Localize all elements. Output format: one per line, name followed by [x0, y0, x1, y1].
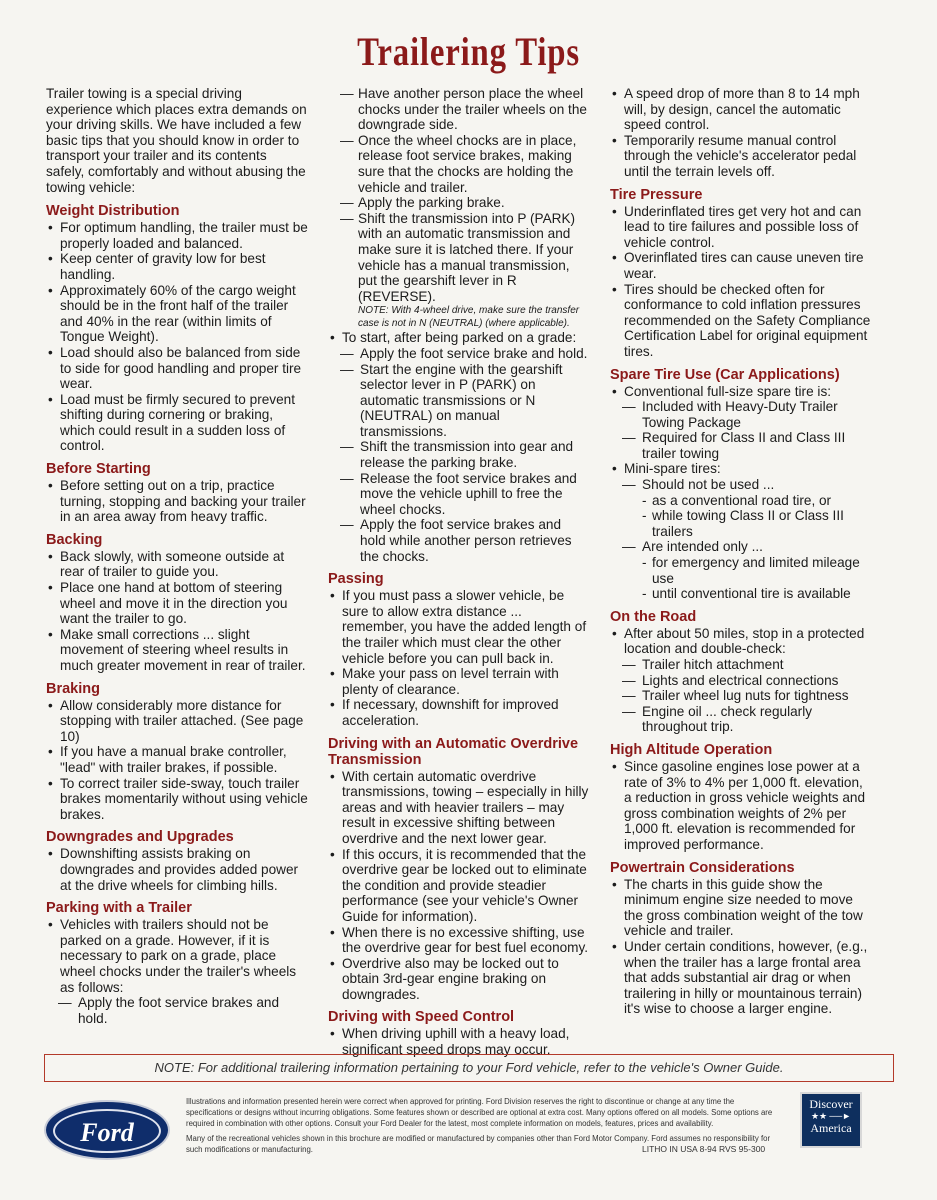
parking-steps-list [328, 86, 590, 304]
list-item: • Place one hand at bottom of steering wheel and move it in the direction you want the trailer to go. [46, 580, 308, 627]
list-item: • If necessary, downshift for improved acceleration. [328, 697, 590, 728]
dash-item: — Lights and electrical connections [610, 673, 872, 689]
heading-passing: Passing [328, 571, 384, 588]
dash-item: — Engine oil ... check regularly throughout trip. [610, 704, 872, 735]
heading-downgrades: Downgrades and Upgrades [46, 829, 234, 846]
heading-powertrain: Powertrain Considerations [610, 859, 795, 876]
list-item: • Load should also be balanced from side to side for good handling and proper tire wear. [46, 345, 308, 392]
list-item: • When driving uphill with a heavy load, significant speed drops may occur. [328, 1026, 590, 1057]
heading-backing: Backing [46, 531, 103, 548]
america-text: America [810, 1121, 852, 1135]
list-item: • Vehicles with trailers should not be parked on a grade. However, if it is necessary to park on a grade, place wheel chocks under the trailer's wheels as follows: [46, 917, 308, 995]
heading-parking: Parking with a Trailer [46, 900, 192, 917]
dash-item: — Apply the foot service brakes and hold. [46, 995, 308, 1026]
dash-item: — Shift the transmission into gear and release the parking brake. [328, 439, 590, 470]
discover-text: Discover [809, 1097, 853, 1111]
list-item: • If you have a manual brake controller, "lead" with trailer brakes, if possible. [46, 744, 308, 775]
disclaimer-2: Many of the recreational vehicles shown in this brochure are modified or manufactured by companies other than Ford Motor Company. Ford assumes no responsibility for such modifications or manufacturing. [186, 1134, 771, 1154]
list-item: • To start, after being parked on a grade: [328, 330, 590, 346]
start-list [328, 330, 590, 564]
list-item: • Load must be firmly secured to prevent shifting during cornering or braking, which could result in a sudden loss of control. [46, 392, 308, 454]
braking-list [46, 698, 308, 823]
parking-list [46, 917, 308, 1026]
stars-arrow-icon: ★★ ──► [810, 1111, 852, 1121]
list-item: • Underinflated tires get very hot and can lead to tire failures and possible loss of vehicle control. [610, 204, 872, 251]
road-list [610, 626, 872, 735]
intro-paragraph: Trailer towing is a special driving experience which places extra demands on your driving skills. We have included a few basic tips that you should know in order to transport your trailer and its contents safely, comfortably and without abusing the towing vehicle: [46, 86, 307, 195]
list-item: • Make your pass on level terrain with plenty of clearance. [328, 666, 590, 697]
speed-list [328, 1026, 590, 1057]
dash-item: — Start the engine with the gearshift selector lever in P (PARK) on automatic transmissions or N (NEUTRAL) on manual transmissions. [328, 362, 590, 440]
list-item: • Mini-spare tires: [610, 461, 872, 477]
list-item: • Conventional full-size spare tire is: [610, 384, 872, 400]
dash-item: — Required for Class II and Class III trailer towing [610, 430, 872, 461]
dash-item: — Trailer hitch attachment [610, 657, 872, 673]
owner-guide-note: NOTE: For additional trailering information pertaining to your Ford vehicle, refer to the vehicle's Owner Guide. [44, 1054, 894, 1082]
list-item: • With certain automatic overdrive transmissions, towing – especially in hilly areas and with heavier trailers – may result in excessive shifting between overdrive and the next lower gear. [328, 769, 590, 847]
discover-america-logo [800, 1092, 862, 1148]
list-item: • Downshifting assists braking on downgrades and provides added power at the drive wheels for climbing hills. [46, 846, 308, 893]
list-item: • If this occurs, it is recommended that the overdrive gear be locked out to eliminate the condition and provide steadier performance (see your vehicle's Owner Guide for information). [328, 847, 590, 925]
heading-speed-control: Driving with Speed Control [328, 1009, 515, 1026]
list-item: • A speed drop of more than 8 to 14 mph will, by design, cancel the automatic speed control. [610, 86, 872, 133]
dash-item: — Apply the parking brake. [328, 195, 590, 211]
ford-logo-text: Ford [53, 1109, 161, 1153]
dash-item: — Are intended only ... [610, 539, 872, 555]
list-item: • Overinflated tires can cause uneven tire wear. [610, 250, 872, 281]
altitude-list [610, 759, 872, 853]
hyphen-item: - for emergency and limited mileage use [610, 555, 872, 586]
weight-list [46, 220, 308, 454]
hyphen-item: - until conventional tire is available [610, 586, 872, 602]
dash-item: — Once the wheel chocks are in place, release foot service brakes, making sure that the chocks are holding the vehicle and trailer. [328, 133, 590, 195]
hyphen-item: - as a conventional road tire, or [610, 493, 872, 509]
heading-on-the-road: On the Road [610, 608, 697, 625]
dash-item: — Have another person place the wheel chocks under the trailer wheels on the downgrade side. [328, 86, 590, 133]
dash-item: — Apply the foot service brakes and hold while another person retrieves the chocks. [328, 517, 590, 564]
dash-item: — Included with Heavy-Duty Trailer Towing Package [610, 399, 872, 430]
dash-item: — Should not be used ... [610, 477, 872, 493]
list-item: • Temporarily resume manual control through the vehicle's accelerator pedal until the terrain levels off. [610, 133, 872, 180]
dash-item: — Trailer wheel lug nuts for tightness [610, 688, 872, 704]
tire-list [610, 204, 872, 360]
list-item: • When there is no excessive shifting, use the overdrive gear for best fuel economy. [328, 925, 590, 956]
heading-braking: Braking [46, 680, 100, 697]
list-item: • Overdrive also may be locked out to obtain 3rd-gear engine braking on downgrades. [328, 956, 590, 1003]
column-3 [610, 86, 872, 1017]
speed-continued-list [610, 86, 872, 180]
heading-overdrive: Driving with an Automatic Overdrive Transmission [328, 735, 579, 768]
dash-item: — Release the foot service brakes and move the vehicle uphill to free the wheel chocks. [328, 471, 590, 518]
list-item: • For optimum handling, the trailer must be properly loaded and balanced. [46, 220, 308, 251]
list-item: • Before setting out on a trip, practice turning, stopping and backing your trailer in an area away from heavy traffic. [46, 478, 308, 525]
heading-weight-distribution: Weight Distribution [46, 203, 180, 220]
overdrive-list [328, 769, 590, 1003]
column-1 [46, 86, 308, 1026]
passing-list [328, 588, 590, 728]
dash-item: — Shift the transmission into P (PARK) with an automatic transmission and make sure it is latched there. If your vehicle has a manual transmission, put the gearshift lever in R (REVERSE). [328, 211, 590, 305]
list-item: • If you must pass a slower vehicle, be sure to allow extra distance ... remember, you have the added length of the trailer which must clear the other vehicle before you can pull back in. [328, 588, 590, 666]
list-item: • Allow considerably more distance for stopping with trailer attached. (See page 10) [46, 698, 308, 745]
list-item: • After about 50 miles, stop in a protected location and double-check: [610, 626, 872, 657]
dash-item: — Apply the foot service brake and hold. [328, 346, 590, 362]
heading-high-altitude: High Altitude Operation [610, 741, 773, 758]
list-item: • Approximately 60% of the cargo weight should be in the front half of the trailer and 40% in the rear (within limits of Tongue Weight). [46, 283, 308, 345]
heading-tire-pressure: Tire Pressure [610, 186, 703, 203]
list-item: • The charts in this guide show the minimum engine size needed to move the gross combination weight of the tow vehicle and trailer. [610, 877, 872, 939]
hyphen-item: - while towing Class II or Class III trailers [610, 508, 872, 539]
list-item: • To correct trailer side-sway, touch trailer brakes momentarily without using vehicle brakes. [46, 776, 308, 823]
list-item: • Make small corrections ... slight movement of steering wheel results in much greater movement in rear of trailer. [46, 627, 308, 674]
list-item: • Tires should be checked often for conformance to cold inflation pressures recommended on the Safety Compliance Certification Label for original equipment tires. [610, 282, 872, 360]
column-2 [328, 86, 590, 1058]
before-list [46, 478, 308, 525]
ford-logo [44, 1100, 170, 1160]
page-title: Trailering Tips [357, 29, 580, 74]
heading-spare-tire: Spare Tire Use (Car Applications) [610, 366, 840, 383]
backing-list [46, 549, 308, 674]
powertrain-list [610, 877, 872, 1017]
spare-list [610, 384, 872, 602]
heading-before-starting: Before Starting [46, 461, 151, 478]
list-item: • Back slowly, with someone outside at rear of trailer to guide you. [46, 549, 308, 580]
list-item: • Under certain conditions, however, (e.g., when the trailer has a large frontal area that adds substantial air drag or when trailering in hilly or mountainous terrain) it's wise to choose a larger engine. [610, 939, 872, 1017]
four-wheel-drive-note: NOTE: With 4-wheel drive, make sure the transfer case is not in N (NEUTRAL) (where applicable). [358, 305, 580, 330]
downgrades-list [46, 846, 308, 893]
list-item: • Since gasoline engines lose power at a rate of 3% to 4% per 1,000 ft. elevation, a reduction in gross vehicle weights and gross combination weights of 2% per 1,000 ft. elevation is recommended for improved performance. [610, 759, 872, 853]
litho-code: LITHO IN USA 8-94 RVS 95-300 [642, 1144, 766, 1154]
disclaimer-1: Illustrations and information presented herein were correct when approved for printing. Ford Division reserves the right to discontinue or change at any time the specifications or designs without incurring obligations. Some features shown or described are optional at extra cost. Many options offered on all models. Some options are required in combination with other options. Consult your Ford Dealer for the latest, most complete information on models, features, prices and availability. [186, 1097, 773, 1128]
list-item: • Keep center of gravity low for best handling. [46, 251, 308, 282]
